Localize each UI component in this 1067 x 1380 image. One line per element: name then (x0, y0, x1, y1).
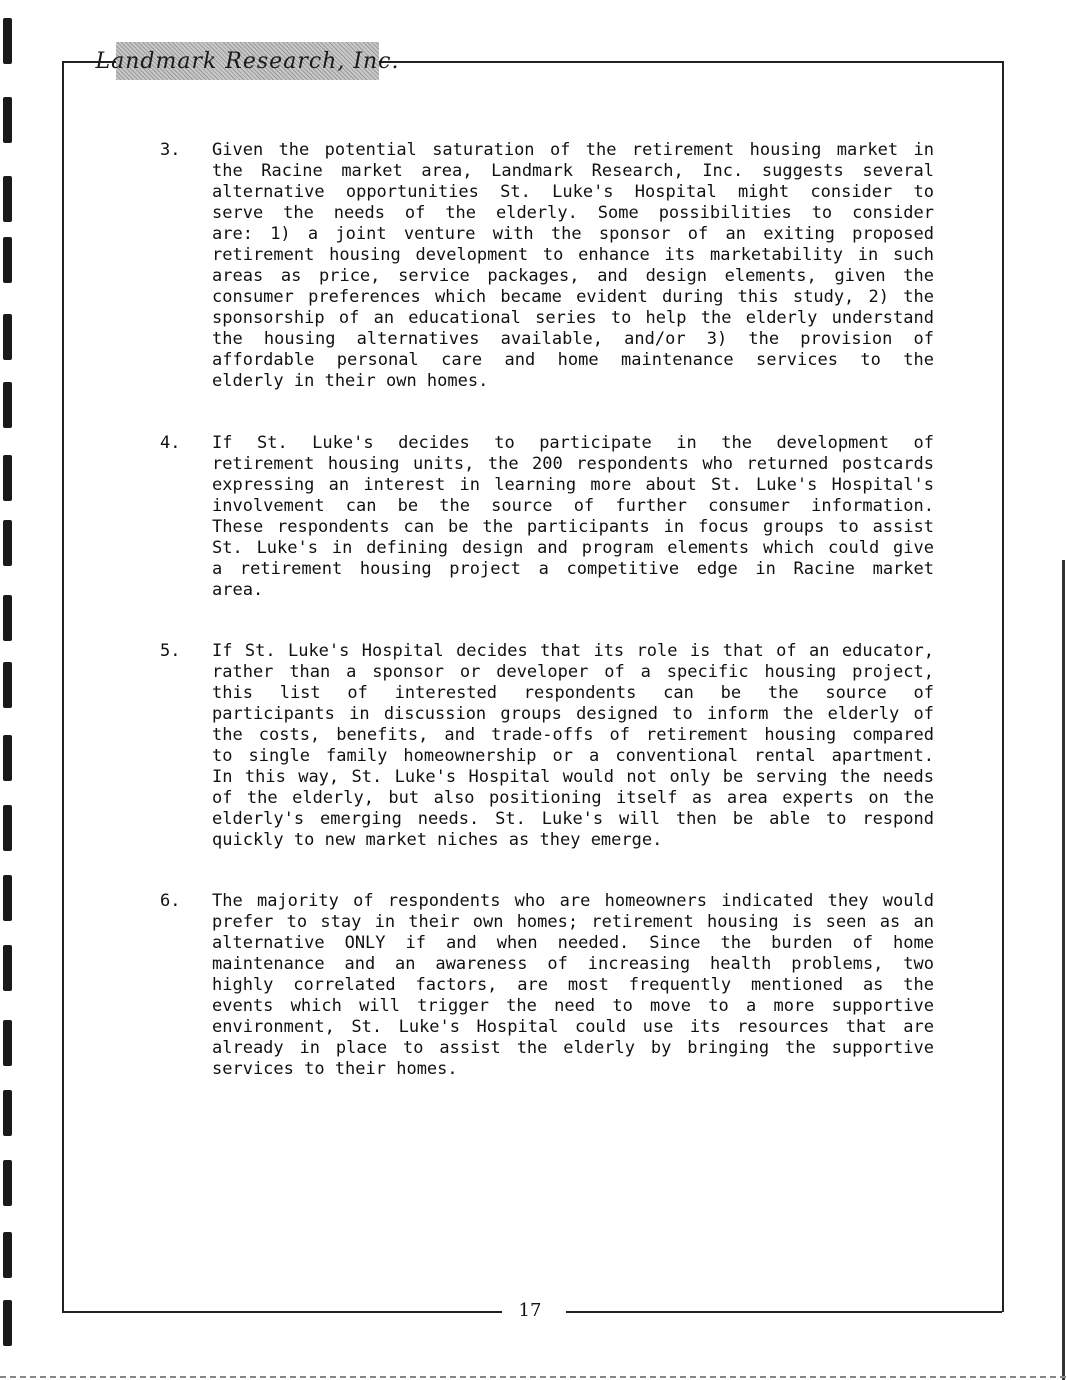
paragraph-line: the Racine market area, Landmark Research, Inc. suggests several (212, 161, 934, 181)
binding-hole (3, 875, 12, 921)
binding-hole (3, 595, 12, 641)
paragraph-line: serve the needs of the elderly. Some possibilities to consider (212, 203, 934, 223)
scan-edge-right (1062, 560, 1065, 1380)
paragraph-line: highly correlated factors, are most frequently mentioned as the (212, 975, 934, 995)
paragraph-line: involvement can be the source of further consumer information. (212, 496, 934, 516)
item-number: 3. (160, 140, 181, 160)
binding-hole (3, 735, 12, 781)
binding-hole (3, 1020, 12, 1066)
binding-hole (3, 1232, 12, 1278)
item-number: 5. (160, 641, 181, 661)
paragraph-line: to single family homeownership or a conventional rental apartment. (212, 746, 934, 766)
paragraph-line: services to their homes. (212, 1059, 458, 1079)
paragraph-line: the housing alternatives available, and/or 3) the provision of (212, 329, 934, 349)
binding-hole (3, 1160, 12, 1206)
binding-hole (3, 945, 12, 991)
item-paragraph (212, 433, 934, 601)
binding-hole (3, 237, 12, 283)
paragraph-line: elderly's emerging needs. St. Luke's will then be able to respond (212, 809, 934, 829)
binding-hole (3, 1300, 12, 1346)
paragraph-line: a retirement housing project a competitive edge in Racine market (212, 559, 934, 579)
paragraph-line: are: 1) a joint venture with the sponsor of an exiting proposed (212, 224, 934, 244)
item-number: 6. (160, 891, 181, 911)
paragraph-line: alternative opportunities St. Luke's Hospital might consider to (212, 182, 934, 202)
binding-hole (3, 176, 12, 222)
binding-hole (3, 97, 12, 143)
binding-hole (3, 1090, 12, 1136)
company-logo (95, 42, 400, 80)
company-logo-text: Landmark Research, Inc. (95, 48, 400, 74)
paragraph-line: elderly in their own homes. (212, 371, 489, 391)
binding-hole (3, 805, 12, 851)
paragraph-line: retirement housing development to enhance its marketability in such (212, 245, 934, 265)
paragraph-line: already in place to assist the elderly by bringing the supportive (212, 1038, 934, 1058)
frame-top-rule-right (379, 61, 1002, 63)
paragraph-line: These respondents can be the participants in focus groups to assist (212, 517, 934, 537)
paragraph-line: The majority of respondents who are homeowners indicated they would (212, 891, 934, 911)
paragraph-line: area. (212, 580, 264, 600)
binding-hole (3, 455, 12, 501)
paragraph-line: maintenance and an awareness of increasing health problems, two (212, 954, 934, 974)
paragraph-line: quickly to new market niches as they emerge. (212, 830, 663, 850)
paragraph-line: rather than a sponsor or developer of a specific housing project, (212, 662, 934, 682)
scan-edge-bottom (0, 1376, 1067, 1378)
paragraph-line: Given the potential saturation of the retirement housing market in (212, 140, 934, 160)
binding-holes (0, 0, 20, 1380)
paragraph-line: retirement housing units, the 200 respondents who returned postcards (212, 454, 934, 474)
paragraph-line: If St. Luke's Hospital decides that its role is that of an educator, (212, 641, 934, 661)
item-number: 4. (160, 433, 181, 453)
binding-hole (3, 18, 12, 64)
paragraph-line: of the elderly, but also positioning itself as area experts on the (212, 788, 934, 808)
paragraph-line: participants in discussion groups designed to inform the elderly of (212, 704, 934, 724)
paragraph-line: the costs, benefits, and trade-offs of retirement housing compared (212, 725, 934, 745)
item-paragraph (212, 641, 934, 851)
frame-bottom-rule-right (566, 1311, 1002, 1313)
paragraph-line: this list of interested respondents can be the source of (212, 683, 934, 703)
paragraph-line: expressing an interest in learning more about St. Luke's Hospital's (212, 475, 934, 495)
paragraph-line: In this way, St. Luke's Hospital would not only be serving the needs (212, 767, 934, 787)
binding-hole (3, 382, 12, 428)
paragraph-line: St. Luke's in defining design and program elements which could give (212, 538, 934, 558)
paragraph-line: consumer preferences which became evident during this study, 2) the (212, 287, 934, 307)
paragraph-line: sponsorship of an educational series to help the elderly understand (212, 308, 934, 328)
item-paragraph (212, 891, 934, 1080)
item-paragraph (212, 140, 934, 392)
page-number: 17 (518, 1300, 542, 1321)
paragraph-line: affordable personal care and home maintenance services to the (212, 350, 934, 370)
paragraph-line: If St. Luke's decides to participate in the development of (212, 433, 934, 453)
binding-hole (3, 662, 12, 708)
paragraph-line: areas as price, service packages, and design elements, given the (212, 266, 934, 286)
binding-hole (3, 520, 12, 566)
binding-hole (3, 314, 12, 360)
frame-bottom-rule-left (62, 1311, 502, 1313)
paragraph-line: events which will trigger the need to move to a more supportive (212, 996, 934, 1016)
paragraph-line: environment, St. Luke's Hospital could use its resources that are (212, 1017, 934, 1037)
paragraph-line: alternative ONLY if and when needed. Since the burden of home (212, 933, 934, 953)
paragraph-line: prefer to stay in their own homes; retirement housing is seen as an (212, 912, 934, 932)
